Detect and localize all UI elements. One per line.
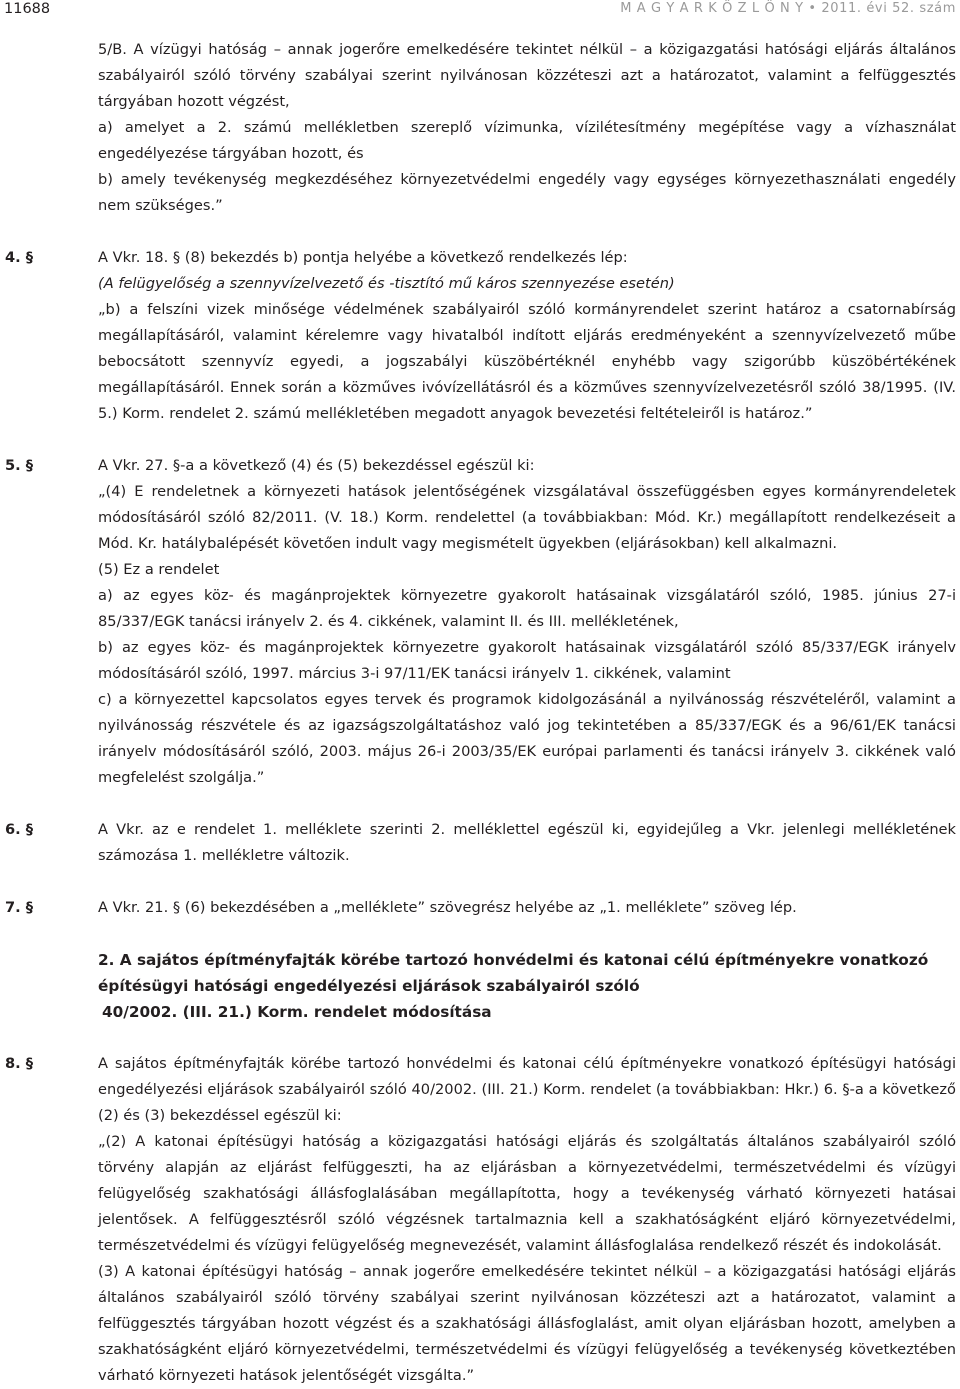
paragraph: c) a környezettel kapcsolatos egyes tervek és programok kidolgozásánál a nyilvánosság részvételéről, valamint a nyilvánosság részvétele és az igazságszolgáltatáshoz való jog tekintetében a 85/337/EGK és a 96/61/EK tanácsi irányelv módosításáról szóló, 2003. május 26-i 2003/35/EK európai parlamenti és tanácsi irányelv 3. cikkének való megfelelést szolgálja.” xyxy=(98,691,956,786)
paragraph: 5/B. A vízügyi hatóság – annak jogerőre emelkedésére tekintet nélkül – a közigazgatási hatósági eljárás általános szabályairól szóló törvény szabályai szerint nyilvánosan közzéteszi azt a határozatot, valamint a felfüggesztés tárgyában hozott végzést, xyxy=(98,41,956,110)
chapter-title-line: 2. A sajátos építményfajták körébe tartozó honvédelmi és katonai célú építményekre vonatkozó xyxy=(98,951,929,969)
section-6 xyxy=(5,817,956,869)
paragraph: A Vkr. 21. § (6) bekezdésében a „melléklete” szövegrész helyébe az „1. melléklete” szöveg lép. xyxy=(98,899,797,916)
paragraph: A sajátos építményfajták körébe tartozó honvédelmi és katonai célú építményekre vonatkozó építésügyi hatósági engedélyezési eljárások szabályairól szóló 40/2002. (III. 21.) Korm. rendelet (a továbbiakban: Hkr.) 6. §-a a következő (2) és (3) bekezdéssel egészül ki: xyxy=(98,1055,956,1124)
section-8 xyxy=(5,1051,956,1389)
section-number: 7. § xyxy=(5,899,34,916)
paragraph: „(4) E rendeletnek a környezeti hatások jelentőségének vizsgálatával összefüggésben egyes kormányrendeletek módosításáról szóló 82/2011. (V. 18.) Korm. rendelettel (a továbbiakban: Mód. Kr.) megállapított rendelkezéseit a Mód. Kr. hatálybalépését követően indult vagy megismételt ügyekben (eljárásokban) kell alkalmazni. xyxy=(98,483,956,552)
page-number: 11688 xyxy=(4,1,51,17)
section-4 xyxy=(5,245,956,427)
paragraph: A Vkr. 18. § (8) bekezdés b) pontja helyébe a következő rendelkezés lép: xyxy=(98,249,628,266)
page-header xyxy=(0,0,960,20)
running-head: M A G Y A R K Ö Z L Ö N Y • 2011. évi 52. szám xyxy=(620,1,956,16)
paragraph: b) az egyes köz- és magánprojektek környezetre gyakorolt hatásainak vizsgálatáról szóló 85/337/EGK irányelv módosításáról szóló, 1997. március 3-i 97/11/EK tanácsi irányelv 1. cikkének, valamint xyxy=(98,639,956,682)
paragraph: A Vkr. az e rendelet 1. melléklete szerinti 2. melléklettel egészül ki, egyidejűleg a Vkr. jelenlegi mellékletének számozása 1. mellékletre változik. xyxy=(98,821,956,864)
paragraph: a) az egyes köz- és magánprojektek környezetre gyakorolt hatásainak vizsgálatáról szóló, 1985. június 27-i 85/337/EGK tanácsi irányelv 2. és 4. cikkének, valamint II. és III. mellékletének, xyxy=(98,587,956,630)
section-number: 5. § xyxy=(5,457,34,474)
chapter-title-line: 40/2002. (III. 21.) Korm. rendelet módosítása xyxy=(102,1003,492,1021)
paragraph: b) amely tevékenység megkezdéséhez környezetvédelmi engedély vagy egységes környezethasználati engedély nem szükséges.” xyxy=(98,171,956,214)
section-7 xyxy=(5,895,956,921)
chapter-title-line: építésügyi hatósági engedélyezési eljárások szabályairól szóló xyxy=(98,977,640,995)
paragraph: A Vkr. 27. §-a a következő (4) és (5) bekezdéssel egészül ki: xyxy=(98,457,535,474)
section-number: 8. § xyxy=(5,1055,34,1072)
paragraph: „(2) A katonai építésügyi hatóság a közigazgatási hatósági eljárás és szolgáltatás általános szabályairól szóló törvény alapján az eljárást felfüggeszti, ha az eljárásban a környezetvédelmi, természetvédelmi és vízügyi felügyelőség szakhatósági állásfoglalásában megállapította, hogy a tevékenység várható környezeti hatásai jelentősek. A felfüggesztésről szóló végzésnek tartalmaznia kell a szakhatóságként eljáró környezetvédelmi, természetvédelmi és vízügyi felügyelőség megnevezését, valamint állásfoglalása rendelkező részét és indokolását. xyxy=(98,1133,956,1254)
paragraph: „b) a felszíni vizek minősége védelmének szabályairól szóló kormányrendelet szerint határoz a csatornabírság megállapításáról, valamint kérelemre vagy hivatalból indított eljárás eredményeként a szennyvízelvezető műbe bebocsátott szennyvíz egyedi, a jogszabályi küszöbértéknél enyhébb vagy szigorúbb küszöbértékének megállapításáról. Ennek során a közműves ivóvízellátásról és a közműves szennyvízelvezetésről szóló 38/1995. (IV. 5.) Korm. rendelet 2. számú mellékletében megadott anyagok bevezetési feltételeiről is határoz.” xyxy=(98,301,956,422)
paragraph: (3) A katonai építésügyi hatóság – annak jogerőre emelkedésére tekintet nélkül – a közigazgatási hatósági eljárás általános szabályairól szóló törvény szabályai szerint nyilvánosan közzéteszi azt a határozatot, valamint a felfüggesztés tárgyában hozott végzést és a szakhatósági állásfoglalást, amit olyan eljárásban hozott, amelyben a szakhatóságként eljáró környezetvédelmi, természetvédelmi és vízügyi felügyelőség a tevékenység következtében várható környezeti hatások jelentőségét vizsgálta.” xyxy=(98,1263,956,1384)
document-body xyxy=(5,37,956,1389)
paragraph: (5) Ez a rendelet xyxy=(98,561,220,578)
chapter-heading xyxy=(5,947,956,1025)
section-number: 4. § xyxy=(5,249,34,266)
italic-paragraph: (A felügyelőség a szennyvízelvezető és -tisztító mű káros szennyezése esetén) xyxy=(98,275,675,292)
intro-continuation xyxy=(5,37,956,219)
section-number: 6. § xyxy=(5,821,34,838)
section-5 xyxy=(5,453,956,791)
paragraph: a) amelyet a 2. számú mellékletben szereplő vízimunka, vízilétesítmény megépítése vagy a vízhasználat engedélyezése tárgyában hozott, és xyxy=(98,119,956,162)
